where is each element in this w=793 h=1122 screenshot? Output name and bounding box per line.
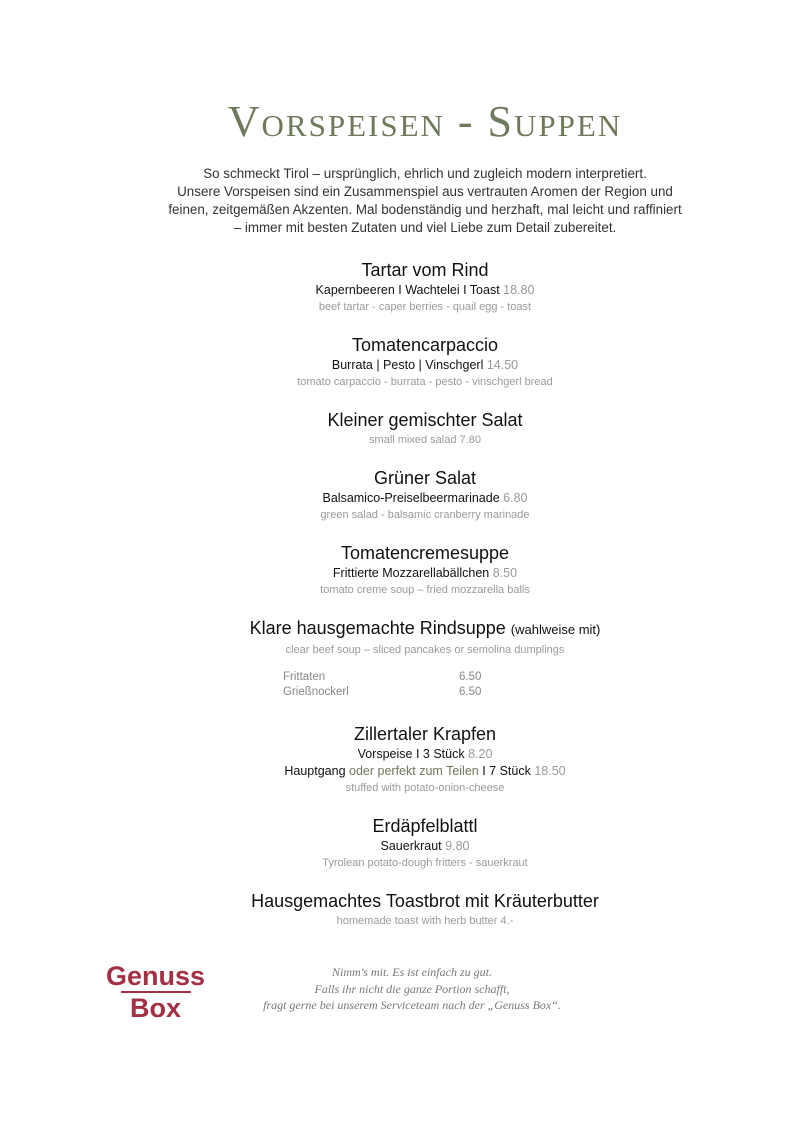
item-description-de-c: I 7 Stück (482, 764, 531, 778)
genuss-box-note (240, 964, 584, 1014)
item-description-de: Frittierte Mozzarellabällchen (332, 566, 490, 580)
menu-item-kleiner-salat (0, 408, 793, 448)
item-description-en: Tyrolean potato-dough fritters - sauerkraut (322, 857, 528, 869)
item-name: Erdäpfelblattl (372, 816, 478, 836)
note-line: Falls ihr nicht die ganze Portion schafft, (314, 981, 510, 996)
variant-price: 6.50 (459, 686, 482, 698)
menu-item-toastbrot (0, 889, 793, 929)
menu-item-gruener-salat (0, 466, 793, 523)
item-price: 14.50 (486, 358, 519, 372)
item-price: 9.80 (445, 839, 470, 853)
variant-name: Frittaten (283, 671, 326, 683)
item-description-de-b: oder perfekt zum Teilen (349, 764, 479, 778)
menu-item-tomatencarpaccio (0, 333, 793, 390)
item-price: 8.50 (492, 566, 518, 580)
item-name-suffix: (wahlweise mit) (510, 622, 601, 637)
note-line: Nimm's mit. Es ist einfach zu gut. (332, 965, 492, 979)
item-price: 8.20 (468, 747, 493, 761)
item-description (0, 565, 793, 582)
item-description-de: Sauerkraut (380, 839, 442, 853)
note-line: fragt gerne bei unserem Serviceteam nach der „Genuss Box“. (263, 998, 561, 1012)
page-title: Vorspeisen - Suppen (227, 97, 623, 146)
item-description-2 (0, 763, 793, 780)
item-description-en: small mixed salad 7.80 (369, 434, 481, 446)
menu-item-zillertaler-krapfen (0, 722, 793, 796)
menu-list (0, 258, 793, 947)
item-description-en: beef tartar - caper berries - quail egg - toast (318, 301, 532, 313)
item-name: Zillertaler Krapfen (353, 724, 497, 744)
item-name: Tomatencarpaccio (351, 335, 499, 355)
item-description (0, 490, 793, 507)
variant-row (283, 670, 533, 685)
logo-line-2: Box (129, 993, 181, 1023)
menu-item-rindsuppe (0, 616, 793, 704)
item-description-de: Vorspeise I 3 Stück (357, 747, 465, 761)
item-name: Tartar vom Rind (361, 260, 489, 280)
item-description-en: stuffed with potato-onion-cheese (345, 782, 505, 794)
variant-name: Grießnockerl (283, 686, 349, 698)
item-description (0, 357, 793, 374)
variant-list (0, 670, 793, 704)
item-name: Grüner Salat (373, 468, 477, 488)
intro-line: Unsere Vorspeisen sind ein Zusammenspiel aus vertrauten Aromen der Region und (177, 184, 673, 199)
intro-line: So schmeckt Tirol – ursprünglich, ehrlich und zugleich modern interpretiert. (203, 166, 647, 181)
item-name (0, 616, 793, 642)
intro-text (140, 165, 710, 237)
item-description-en: tomato creme soup – fried mozzarella balls (320, 584, 530, 596)
item-description (0, 838, 793, 855)
variant-row (283, 685, 533, 700)
menu-item-tartar (0, 258, 793, 315)
item-name: Kleiner gemischter Salat (327, 410, 523, 430)
item-name-text: Klare hausgemachte Rindsuppe (249, 618, 506, 638)
item-description (0, 282, 793, 299)
item-price: 18.80 (503, 283, 535, 297)
item-description (0, 746, 793, 763)
item-price-2: 18.50 (534, 764, 566, 778)
variant-price: 6.50 (459, 671, 482, 683)
menu-item-erdaepfelblattl (0, 814, 793, 871)
item-description-en: homemade toast with herb butter 4.- (336, 915, 514, 927)
item-description-en: green salad - balsamic cranberry marinade (320, 509, 530, 521)
genuss-box-logo (98, 962, 213, 1022)
item-description-de-a: Hauptgang (284, 764, 346, 778)
item-description-de: Kapernbeeren I Wachtelei I Toast (315, 283, 500, 297)
item-name: Tomatencremesuppe (340, 543, 510, 563)
item-description-de: Balsamico-Preiselbeermarinade (322, 491, 500, 505)
item-price: 6.80 (503, 491, 528, 505)
item-name: Hausgemachtes Toastbrot mit Kräuterbutter (251, 891, 599, 911)
logo-line-1: Genuss (105, 961, 206, 991)
item-description-en: clear beef soup – sliced pancakes or semolina dumplings (285, 644, 565, 656)
item-description-de: Burrata | Pesto | Vinschgerl (331, 358, 484, 372)
intro-line: – immer mit besten Zutaten und viel Liebe zum Detail zubereitet. (233, 220, 617, 235)
item-description-en: tomato carpaccio - burrata - pesto - vinschgerl bread (297, 376, 553, 388)
intro-line: feinen, zeitgemäßen Akzenten. Mal bodenständig und herzhaft, mal leicht und raffiniert (168, 202, 682, 217)
menu-item-tomatencremesuppe (0, 541, 793, 598)
